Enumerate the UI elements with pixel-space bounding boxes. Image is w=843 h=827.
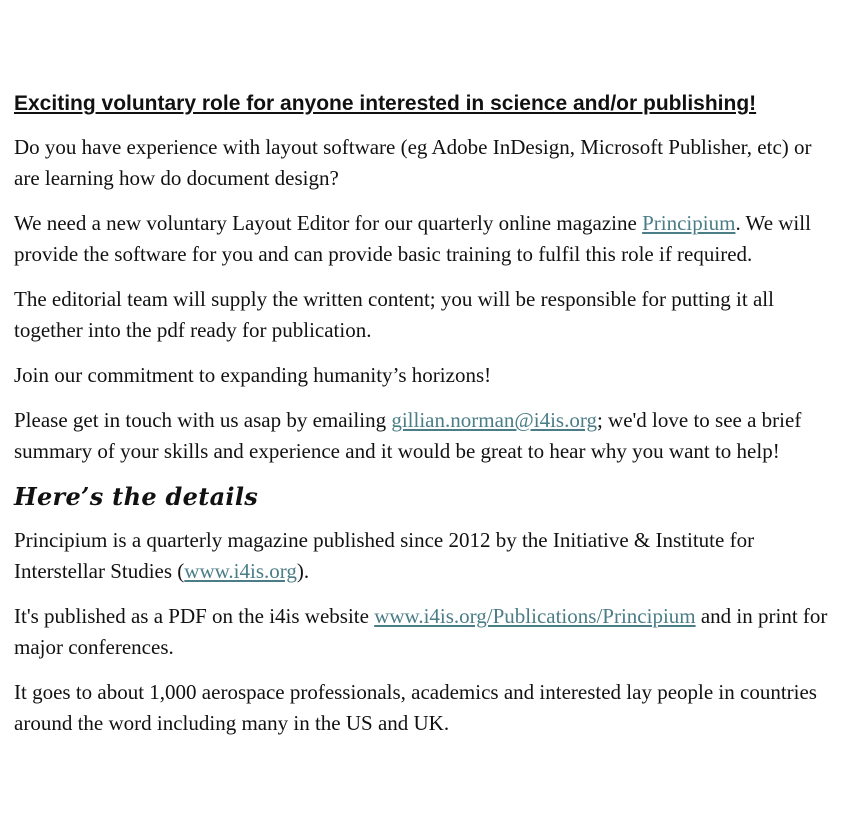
about-paragraph — [14, 525, 830, 587]
publication-text-after: and in print for major conferences. — [14, 604, 828, 659]
principium-link[interactable]: Principium — [642, 211, 736, 235]
details-heading: Here’s the details — [14, 482, 259, 511]
role-text-after: . We will provide the software for you and can provide basic training to fulfil this role if required. — [14, 211, 811, 266]
contact-text-after: ; we'd love to see a brief summary of your skills and experience and it would be great to hear why you want to help! — [14, 408, 802, 463]
contact-text-before: Please get in touch with us asap by emailing — [14, 408, 392, 432]
email-link[interactable]: gillian.norman@i4is.org — [391, 408, 597, 432]
document-body — [14, 88, 830, 753]
commitment-paragraph: Join our commitment to expanding humanity’s horizons! — [14, 363, 492, 387]
role-text-before: We need a new voluntary Layout Editor for our quarterly online magazine — [14, 211, 643, 235]
contact-paragraph — [14, 405, 830, 467]
editorial-paragraph: The editorial team will supply the written content; you will be responsible for putting it all together into the pdf ready for publication. — [14, 287, 774, 342]
publication-text-before: It's published as a PDF on the i4is website — [14, 604, 375, 628]
about-text-after: ). — [296, 559, 310, 583]
publication-paragraph — [14, 601, 830, 663]
i4is-website-link[interactable]: www.i4is.org — [184, 559, 297, 583]
audience-paragraph: It goes to about 1,000 aerospace professionals, academics and interested lay people in countries around the word including many in the US and UK. — [14, 680, 817, 735]
role-paragraph — [14, 208, 830, 270]
intro-paragraph: Do you have experience with layout software (eg Adobe InDesign, Microsoft Publisher, etc) or are learning how do document design? — [14, 135, 812, 190]
page-title: Exciting voluntary role for anyone interested in science and/or publishing! — [14, 92, 757, 115]
about-text-before: Principium is a quarterly magazine published since 2012 by the Initiative & Institute for Interstellar Studies ( — [14, 528, 755, 583]
principium-page-link[interactable]: www.i4is.org/Publications/Principium — [374, 604, 696, 628]
